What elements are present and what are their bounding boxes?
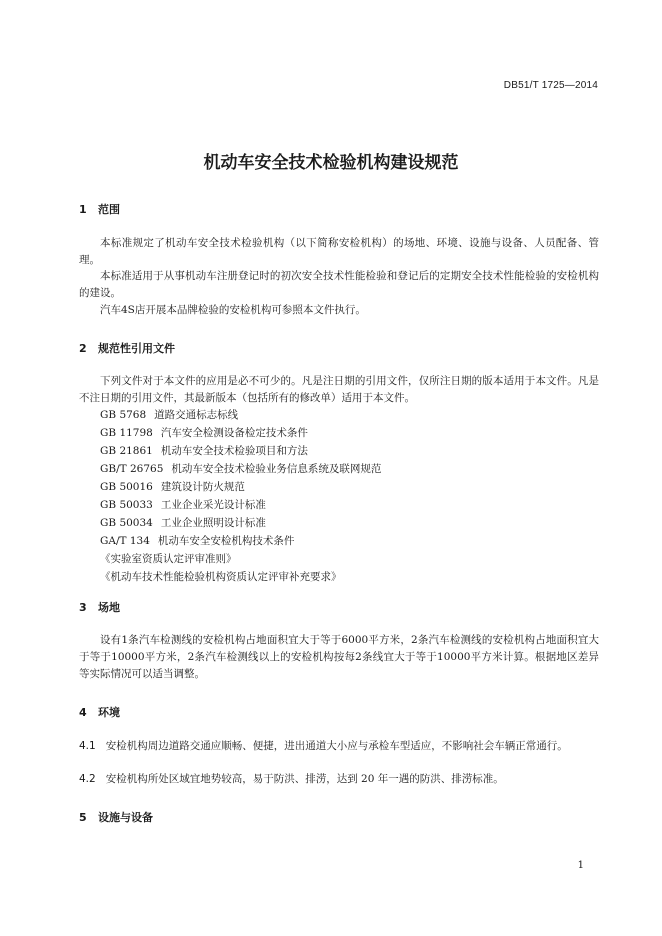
scope-paragraph-2: 本标准适用于从事机动车注册登记时的初次安全技术性能检验和登记后的定期安全技术性能检验的安检机构的建设。: [79, 270, 599, 299]
reference-code: GB 50034: [100, 517, 153, 529]
section-number: 1: [79, 203, 87, 216]
section-title: 设施与设备: [98, 811, 153, 824]
reference-code: GB 5768: [100, 409, 147, 421]
clause-4-2: [79, 771, 599, 788]
reference-name: 建筑设计防火规范: [160, 481, 245, 493]
section-heading-facilities-equipment: [79, 809, 153, 825]
section-number: 3: [79, 601, 87, 614]
site-paragraph: 设有1条汽车检测线的安检机构占地面积宜大于等于6000平方米，2条汽车检测线的安检机构占地面积宜大于等于10000平方米，2条汽车检测线以上的安检机构按每2条线宜大于等于10000平方米计算。根据地区差异等实际情况可以适当调整。: [79, 634, 599, 680]
reference-name: 工业企业采光设计标准: [160, 499, 266, 511]
reference-name: 汽车安全检测设备检定技术条件: [160, 427, 308, 439]
reference-name: 机动车安全安检机构技术条件: [157, 535, 295, 547]
reference-code: GB 50016: [100, 481, 153, 493]
list-item: [100, 442, 381, 460]
clause-text: 安检机构所处区域宜地势较高，易于防洪、排涝，达到 20 年一遇的防洪、排涝标准。: [105, 773, 504, 785]
page-number: 1: [577, 860, 584, 871]
reference-code: GB/T 26765: [100, 463, 164, 475]
document-title: 机动车安全技术检验机构建设规范: [203, 153, 459, 173]
section-number: 5: [79, 811, 87, 824]
reference-name: 工业企业照明设计标准: [160, 517, 266, 529]
section-heading-environment: [79, 704, 120, 720]
reference-name: 机动车安全技术检验项目和方法: [160, 445, 308, 457]
list-item: [100, 532, 381, 550]
clause-number: 4.2: [79, 773, 96, 785]
reference-name: 《实验室资质认定评审准则》: [100, 553, 237, 565]
list-item: [100, 514, 381, 532]
section-number: 4: [79, 706, 87, 719]
clause-number: 4.1: [79, 740, 96, 752]
document-code: DB51/T 1725—2014: [503, 80, 598, 91]
list-item: [100, 406, 381, 424]
reference-name: 机动车安全技术检验业务信息系统及联网规范: [171, 463, 382, 475]
list-item: [100, 496, 381, 514]
section-title: 规范性引用文件: [98, 342, 175, 355]
list-item: [100, 478, 381, 496]
reference-list: [100, 406, 381, 586]
section-heading-scope: [79, 201, 120, 217]
reference-name: 道路交通标志标线: [154, 409, 239, 421]
reference-code: GB 11798: [100, 427, 153, 439]
list-item: [100, 550, 381, 568]
reference-code: GA/T 134: [100, 535, 150, 547]
reference-code: GB 50033: [100, 499, 153, 511]
scope-paragraph-3: 汽车4S店开展本品牌检验的安检机构可参照本文件执行。: [100, 304, 366, 316]
section-number: 2: [79, 342, 87, 355]
list-item: [100, 460, 381, 478]
section-title: 场地: [98, 601, 120, 614]
clause-text: 安检机构周边道路交通应顺畅、便捷，进出通道大小应与承检车型适应，不影响社会车辆正常通行。: [105, 740, 568, 752]
section-heading-site: [79, 599, 120, 615]
list-item: [100, 424, 381, 442]
section-heading-normative-references: [79, 340, 175, 356]
list-item: [100, 568, 381, 586]
scope-paragraph-1: 本标准规定了机动车安全技术检验机构（以下简称安检机构）的场地、环境、设施与设备、人员配备、管理。: [79, 237, 599, 266]
reference-name: 《机动车技术性能检验机构资质认定评审补充要求》: [100, 571, 342, 583]
references-intro-paragraph: 下列文件对于本文件的应用是必不可少的。凡是注日期的引用文件，仅所注日期的版本适用于本文件。凡是不注日期的引用文件，其最新版本（包括所有的修改单）适用于本文件。: [79, 375, 599, 404]
reference-code: GB 21861: [100, 445, 153, 457]
section-title: 范围: [98, 203, 120, 216]
clause-4-1: [79, 738, 599, 755]
section-title: 环境: [98, 706, 120, 719]
